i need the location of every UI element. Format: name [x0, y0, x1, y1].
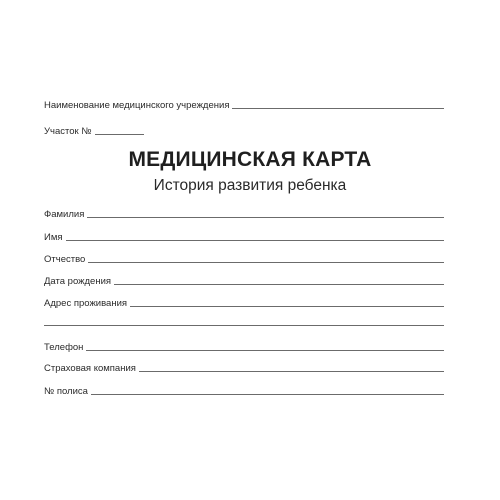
- phone-field: [44, 342, 444, 353]
- policy-field: [44, 386, 444, 397]
- district-field: [44, 126, 144, 137]
- name-field: [44, 232, 444, 243]
- institution-label: Наименование медицинского учреждения: [44, 100, 230, 111]
- birth-date-field: [44, 276, 444, 287]
- phone-line[interactable]: [86, 350, 444, 351]
- name-line[interactable]: [66, 240, 444, 241]
- insurer-line[interactable]: [139, 371, 444, 372]
- page-subtitle: История развития ребенка: [153, 177, 347, 194]
- name-label: Имя: [44, 232, 63, 243]
- institution-field: [44, 100, 444, 111]
- district-label: Участок №: [44, 126, 92, 137]
- policy-label: № полиса: [44, 386, 88, 397]
- patronymic-label: Отчество: [44, 254, 86, 265]
- page-title: МЕДИЦИНСКАЯ КАРТА: [128, 148, 372, 171]
- district-line[interactable]: [95, 134, 144, 135]
- insurer-field: [44, 363, 444, 374]
- birth-date-line[interactable]: [114, 284, 444, 285]
- phone-label: Телефон: [44, 342, 84, 353]
- birth-date-label: Дата рождения: [44, 276, 112, 287]
- surname-label: Фамилия: [44, 209, 85, 220]
- patronymic-field: [44, 254, 444, 265]
- address-line[interactable]: [130, 306, 444, 307]
- patronymic-line[interactable]: [88, 262, 444, 263]
- surname-line[interactable]: [87, 217, 444, 218]
- insurer-label: Страховая компания: [44, 363, 136, 374]
- institution-line[interactable]: [232, 108, 444, 109]
- surname-field: [44, 209, 444, 220]
- address-field: [44, 298, 444, 309]
- policy-line[interactable]: [91, 394, 444, 395]
- address-label: Адрес проживания: [44, 298, 128, 309]
- address-continuation-line[interactable]: [44, 325, 444, 326]
